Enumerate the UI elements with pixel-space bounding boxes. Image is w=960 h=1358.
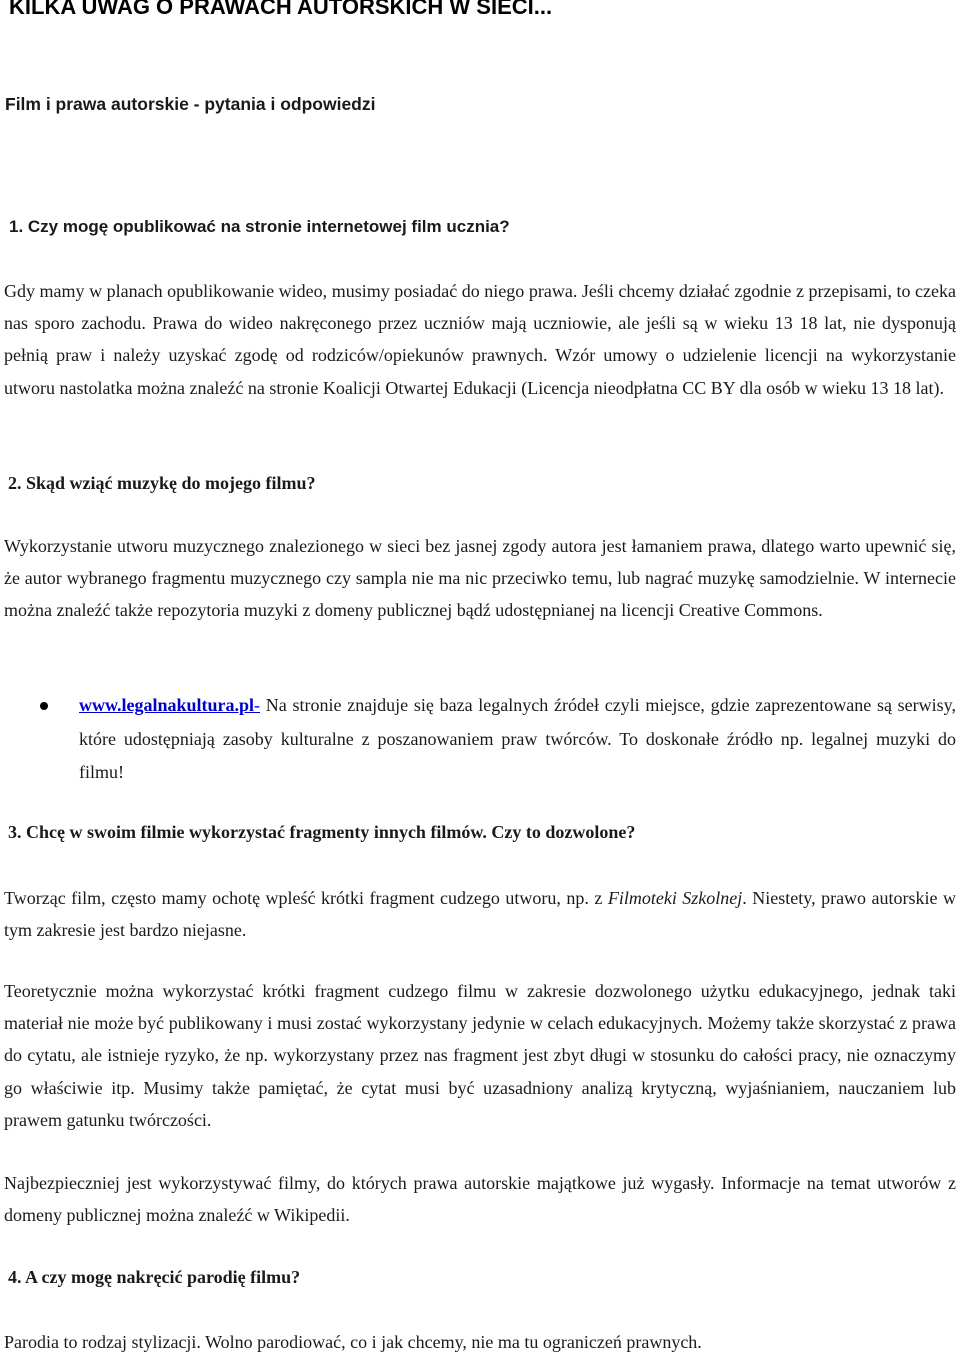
answer-2-paragraph: Wykorzystanie utworu muzycznego znalezionego w sieci bez jasnej zgody autora jest łamaniem prawa, dlatego warto upewnić się, że autor wybranego fragmentu muzycznego czy sampla nie ma nic przeciwko temu, lub nagrać muzykę samodzielnie. W internecie można znaleźć także repozytoria muzyki z domeny publicznej bądź udostępnianej na licencji Creative Commons. [4,536,956,621]
answer-3-paragraph-2: Teoretycznie można wykorzystać krótki fragment cudzego filmu w zakresie dozwolonego użytku edukacyjnego, jednak taki materiał nie może być publikowany i musi zostać wykorzystany jedynie w celach edukacyjnych. Możemy także skorzystać z prawa do cytatu, ale istnieje ryzyko, że np. wykorzystany przez nas fragment jest zbyt długi w stosunku do całości pracy, nie oznaczymy go właściwie itp. Musimy także pamiętać, że cytat musi być uzasadniony analizą krytyczną, wyjaśnianiem, nauczaniem lub prawem gatunku twórczości. [4,981,956,1130]
answer-1-paragraph: Gdy mamy w planach opublikowanie wideo, musimy posiadać do niego prawa. Jeśli chcemy działać zgodnie z przepisami, to czeka nas sporo zachodu. Prawa do wideo nakręconego przez uczniów mają uczniowie, ale jeśli są w wieku 13 18 lat, nie dysponują pełnią praw i należy uzyskać zgodę od rodziców/opiekunów prawnych. Wzór umowy o udzielenie licencji na wykorzystanie utworu nastolatka można znaleźć na stronie Koalicji Otwartej Edukacji (Licencja nieodpłatna CC BY dla osób w wieku 13 18 lat). [4,281,956,398]
question-2-heading: 2. Skąd wziąć muzykę do mojego filmu? [8,473,316,493]
answer-3-paragraph-3: Najbezpieczniej jest wykorzystywać filmy, do których prawa autorskie majątkowe już wygasły. Informacje na temat utworów z domeny publicznej można znaleźć w Wikipedii. [4,1173,956,1226]
list-item-description: Na stronie znajduje się baza legalnych źródeł czyli miejsce, gdzie zaprezentowane są serwisy, które udostępniają zasoby kulturalne z poszanowaniem praw twórców. To doskonałe źródło np. legalnej muzyki do filmu! [79,695,956,782]
paragraph-text: Tworząc film, często mamy ochotę wpleść krótki fragment cudzego utworu, np. z [4,888,608,908]
list-item-text [79,689,956,790]
bullet-icon [40,702,48,710]
page-title: KILKA UWAG O PRAWACH AUTORSKICH W SIECI... [9,0,553,19]
answer-4-paragraph: Parodia to rodzaj stylizacji. Wolno parodiować, co i jak chcemy, nie ma tu ograniczeń prawnych. [4,1332,702,1352]
page-subtitle: Film i prawa autorskie - pytania i odpowiedzi [5,94,376,114]
question-4-heading: 4. A czy mogę nakręcić parodię filmu? [8,1267,301,1287]
question-3-heading: 3. Chcę w swoim filmie wykorzystać fragmenty innych filmów. Czy to dozwolone? [8,822,636,842]
question-1-heading: 1. Czy mogę opublikować na stronie internetowej film ucznia? [9,217,510,236]
link-dash: - [254,695,261,715]
paragraph-text: . Niestety, prawo autorskie w tym zakresie jest bardzo niejasne. [4,888,957,941]
legalnakultura-link[interactable]: www.legalnakultura.pl [79,695,255,715]
filmoteka-szkolna-title: Filmoteki Szkolnej [607,888,743,908]
answer-3-paragraph-1 [4,882,956,946]
